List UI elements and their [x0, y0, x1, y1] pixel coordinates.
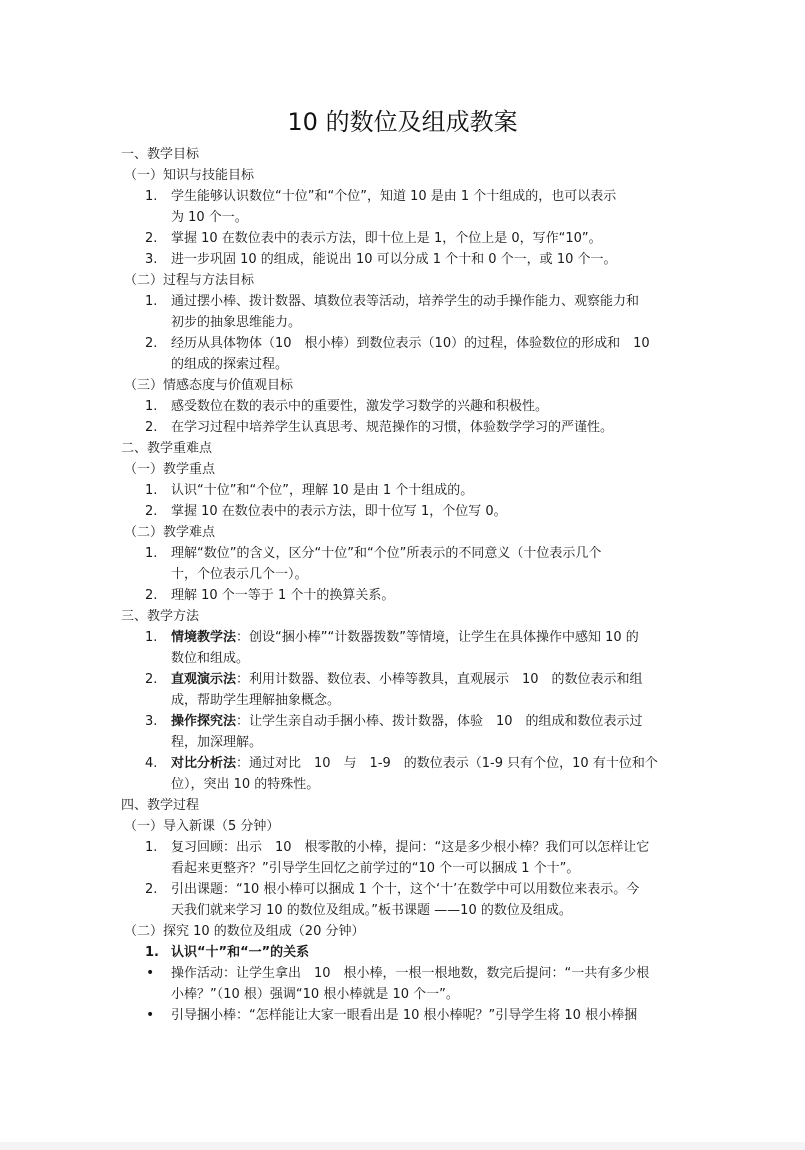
list-item	[145, 543, 686, 585]
list-item	[145, 228, 686, 249]
list-number: 3.	[145, 252, 158, 267]
bullet-text: 操作活动：让学生拿出 10 根小棒，一根一根地数，数完后提问：“一共有多少根	[171, 966, 650, 981]
list-text: 掌握 10 在数位表中的表示方法，即十位写 1，个位写 0。	[171, 504, 507, 519]
list-number: 1.	[145, 294, 158, 309]
list-number: 1.	[145, 399, 158, 414]
list-text: ：创设“捆小棒”“计数器拨数”等情境，让学生在具体操作中感知 10 的	[236, 630, 639, 645]
list-item	[145, 585, 686, 606]
list-item	[145, 480, 686, 501]
list-number: 1.	[145, 945, 159, 960]
document-title: 10 的数位及组成教案	[287, 108, 518, 136]
list-number: 1.	[145, 483, 158, 498]
bullet-icon: •	[146, 1007, 155, 1023]
list-item	[145, 711, 686, 753]
list-text-continued: 程，加深理解。	[171, 735, 263, 750]
list-number: 2.	[145, 588, 158, 603]
method-label: 对比分析法	[171, 756, 237, 771]
list-text-continued: 位），突出 10 的特殊性。	[171, 777, 320, 792]
list-number: 1.	[145, 546, 158, 561]
subsection-heading: （二）教学难点	[124, 525, 216, 540]
list-item	[145, 753, 686, 795]
method-label: 操作探究法	[171, 714, 237, 729]
list-text-continued: 的组成的探索过程。	[171, 357, 289, 372]
list-item	[145, 501, 686, 522]
list-text: 在学习过程中培养学生认真思考、规范操作的习惯，体验数学学习的严谨性。	[171, 420, 614, 435]
bullet-text: 引导捆小棒：“怎样能让大家一眼看出是 10 根小棒呢？”引导学生将 10 根小棒捆	[171, 1008, 638, 1023]
section-heading: 四、教学过程	[121, 798, 200, 813]
list-item	[145, 879, 686, 921]
list-item	[145, 249, 686, 270]
subsection-heading: （一）导入新课（5 分钟）	[124, 819, 280, 834]
list-text: 复习回顾：出示 10 根零散的小棒，提问：“这是多少根小棒？我们可以怎样让它	[171, 840, 650, 855]
list-text-continued: 十，个位表示几个一）。	[171, 567, 308, 582]
list-number: 2.	[145, 882, 158, 897]
list-text: ：通过对比 10 与 1-9 的数位表示（1-9 只有个位，10 有十位和个	[236, 756, 658, 771]
list-text: 通过摆小棒、拨计数器、填数位表等活动，培养学生的动手操作能力、观察能力和	[171, 294, 640, 309]
bullet-text-continued: 小棒？”（10 根）强调“10 根小棒就是 10 个一”。	[171, 987, 459, 1002]
list-text-continued: 为 10 个一。	[171, 210, 248, 225]
list-item	[145, 291, 686, 333]
subsection-heading: （三）情感态度与价值观目标	[124, 378, 294, 393]
list-text: 理解 10 个一等于 1 个十的换算关系。	[171, 588, 395, 603]
list-text: ：利用计数器、数位表、小棒等教具，直观展示 10 的数位表示和组	[236, 672, 643, 687]
section-heading: 二、教学重难点	[121, 441, 213, 456]
list-text: 感受数位在数的表示中的重要性，激发学习数学的兴趣和积极性。	[171, 399, 549, 414]
list-number: 1.	[145, 189, 158, 204]
bullet-icon: •	[146, 965, 155, 981]
list-number: 2.	[145, 336, 158, 351]
list-text-continued: 初步的抽象思维能力。	[171, 315, 302, 330]
list-number: 4.	[145, 756, 158, 771]
list-text-continued: 成，帮助学生理解抽象概念。	[171, 693, 341, 708]
section-heading: 三、教学方法	[121, 609, 200, 624]
list-item	[145, 669, 686, 711]
list-item	[145, 627, 686, 669]
list-number: 3.	[145, 714, 158, 729]
list-text: 引出课题：“10 根小棒可以捆成 1 个十，这个‘十’在数学中可以用数位来表示。今	[171, 882, 640, 897]
list-item	[145, 417, 686, 438]
document-body	[0, 144, 805, 1026]
bullet-item	[146, 963, 686, 1005]
list-item	[145, 942, 686, 963]
subsection-heading: （二）探究 10 的数位及组成（20 分钟）	[124, 924, 365, 939]
list-item	[145, 396, 686, 417]
list-number: 1.	[145, 840, 158, 855]
list-text: ：让学生亲自动手捆小棒、拨计数器，体验 10 的组成和数位表示过	[236, 714, 643, 729]
list-text-continued: 看起来更整齐？”引导学生回忆之前学过的“10 个一可以捆成 1 个十”。	[171, 861, 580, 876]
list-text: 经历从具体物体（10 根小棒）到数位表示（10）的过程，体验数位的形成和 10	[171, 336, 650, 351]
list-text: 进一步巩固 10 的组成，能说出 10 可以分成 1 个十和 0 个一，或 10 个一。	[171, 252, 617, 267]
list-item	[145, 186, 686, 228]
list-text: 认识“十位”和“个位”，理解 10 是由 1 个十组成的。	[171, 483, 474, 498]
list-item	[145, 333, 686, 375]
method-label: 直观演示法	[171, 672, 237, 687]
subsection-heading: （一）教学重点	[124, 462, 216, 477]
list-text-continued: 数位和组成。	[171, 651, 250, 666]
list-text: 认识“十”和“一”的关系	[171, 945, 310, 960]
list-text: 学生能够认识数位“十位”和“个位”，知道 10 是由 1 个十组成的，也可以表示	[171, 189, 617, 204]
list-number: 2.	[145, 420, 158, 435]
list-number: 1.	[145, 630, 158, 645]
method-label: 情境教学法	[171, 630, 237, 645]
section-heading: 一、教学目标	[121, 147, 200, 162]
list-number: 2.	[145, 504, 158, 519]
subsection-heading: （二）过程与方法目标	[124, 273, 255, 288]
subsection-heading: （一）知识与技能目标	[124, 168, 255, 183]
list-text: 掌握 10 在数位表中的表示方法，即十位上是 1，个位上是 0，写作“10”。	[171, 231, 602, 246]
list-text-continued: 天我们就来学习 10 的数位及组成。”板书课题 ——10 的数位及组成。	[171, 903, 572, 918]
list-item	[145, 837, 686, 879]
list-number: 2.	[145, 231, 158, 246]
bullet-item	[146, 1005, 686, 1026]
list-number: 2.	[145, 672, 158, 687]
list-text: 理解“数位”的含义，区分“十位”和“个位”所表示的不同意义（十位表示几个	[171, 546, 602, 561]
